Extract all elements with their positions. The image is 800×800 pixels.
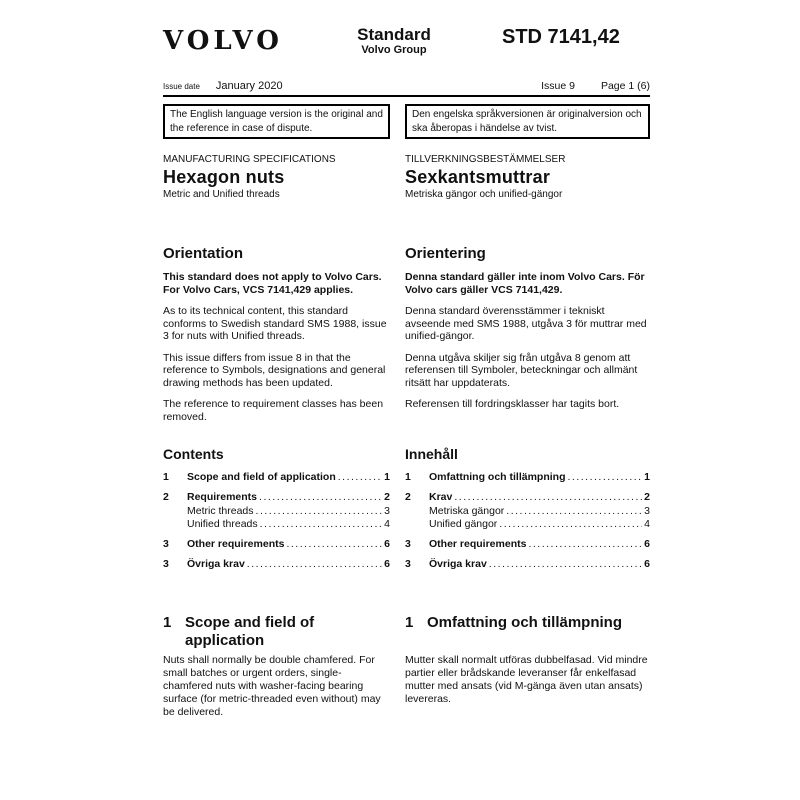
section1-en bbox=[163, 614, 390, 719]
doc-subtitle-sv: Metriska gängor och unified-gängor bbox=[405, 189, 563, 200]
toc-entry-page: 6 bbox=[384, 558, 390, 570]
toc-entry-title: Unified threads bbox=[187, 518, 258, 530]
org-label: Volvo Group bbox=[361, 43, 427, 56]
toc-leader-dots bbox=[286, 538, 382, 550]
toc-row bbox=[163, 538, 390, 550]
toc-entry-title: Omfattning och tillämpning bbox=[429, 471, 566, 483]
toc-entry-number: 3 bbox=[405, 558, 411, 570]
toc-entry-number: 3 bbox=[163, 538, 169, 550]
issue-row bbox=[163, 80, 650, 92]
orientation-band bbox=[163, 245, 650, 423]
orientation-paragraph: The reference to requirement classes has been removed. bbox=[163, 398, 384, 423]
issue-number: Issue 9 bbox=[541, 80, 575, 92]
issue-date-value: January 2020 bbox=[215, 80, 283, 92]
toc-leader-dots bbox=[499, 518, 642, 530]
volvo-logo: VOLVO bbox=[163, 26, 283, 56]
orientation-lead-sv: Denna standard gäller inte inom Volvo Cars. För Volvo cars gäller VCS 7141,429. bbox=[405, 271, 645, 296]
orientation-en bbox=[163, 245, 390, 423]
orientation-paragraph: Referensen till fordringsklasser har tagits bort. bbox=[405, 398, 620, 410]
toc-leader-dots bbox=[454, 491, 642, 503]
toc-leader-dots bbox=[528, 538, 642, 550]
orientation-paragraph: Denna utgåva skiljer sig från utgåva 8 genom att referensen till Symboler, beteckningar och allmänt ritsätt har uppdaterats. bbox=[405, 351, 638, 389]
contents-sv bbox=[405, 446, 650, 570]
toc-row bbox=[163, 491, 390, 503]
title-block-en bbox=[163, 154, 390, 200]
notice-box-english: The English language version is the original and the reference in case of dispute. bbox=[163, 104, 390, 139]
toc-entry-page: 2 bbox=[384, 491, 390, 503]
section1-number-en: 1 bbox=[163, 614, 172, 631]
section1-heading-sv bbox=[405, 614, 650, 654]
title-block-sv bbox=[405, 154, 650, 200]
toc-entry-title: Övriga krav bbox=[429, 558, 487, 570]
section1-title-sv: Omfattning och tillämpning bbox=[427, 614, 622, 631]
orientation-paragraph: This issue differs from issue 8 in that the reference to Symbols, designations and general drawing methods has been updated. bbox=[163, 351, 386, 389]
toc-entry-number: 3 bbox=[163, 558, 169, 570]
orientation-heading-en: Orientation bbox=[163, 245, 244, 262]
doc-title-en: Hexagon nuts bbox=[163, 167, 285, 187]
orientation-paragraph: As to its technical content, this standard conforms to Swedish standard SMS 1988, issue 3 for nuts with Unified threads. bbox=[163, 305, 387, 342]
orientation-heading-sv: Orientering bbox=[405, 245, 486, 262]
toc-row bbox=[163, 518, 390, 530]
toc-entry-page: 3 bbox=[384, 504, 390, 517]
toc-entry-page: 6 bbox=[384, 538, 390, 550]
toc-leader-dots bbox=[489, 558, 642, 570]
contents-en bbox=[163, 446, 390, 570]
orientation-lead-en: This standard does not apply to Volvo Cars. For Volvo Cars, VCS 7141,429 applies. bbox=[163, 271, 382, 296]
section1-body-en: Nuts shall normally be double chamfered. For small batches or urgent orders, single-chamfered nuts with washer-facing bearing surface (for metric-threaded even without) may be delivered. bbox=[163, 654, 381, 718]
toc-leader-dots bbox=[506, 505, 642, 517]
orientation-sv bbox=[405, 245, 650, 423]
toc-leader-dots bbox=[259, 491, 382, 503]
toc-entry-number: 2 bbox=[405, 491, 411, 503]
doc-title-sv: Sexkantsmuttrar bbox=[405, 167, 551, 187]
doc-subtitle-en: Metric and Unified threads bbox=[163, 189, 280, 200]
title-band bbox=[163, 154, 650, 200]
toc-entry-page: 1 bbox=[644, 471, 650, 483]
toc-row bbox=[163, 471, 390, 483]
toc-leader-dots bbox=[568, 471, 643, 483]
toc-entry-title: Krav bbox=[429, 491, 453, 503]
section1-body-sv: Mutter skall normalt utföras dubbelfasad. Vid mindre partier eller brådskande leveranser får enkelfasad mutter med ansats (vid M-gänga även utan ansats) levereras. bbox=[405, 654, 648, 705]
contents-heading-sv: Innehåll bbox=[405, 446, 458, 462]
toc-entry-title: Metriska gängor bbox=[429, 504, 505, 517]
orientation-paragraph: Denna standard överensstämmer i tekniskt avseende med SMS 1988, utgåva 3 för muttrar med unified-gängor. bbox=[405, 305, 647, 342]
toc-entry-page: 6 bbox=[644, 558, 650, 570]
toc-entry-number: 3 bbox=[405, 538, 411, 550]
toc-entry-title: Unified gängor bbox=[429, 518, 498, 530]
toc-entry-title: Metric threads bbox=[187, 504, 254, 517]
toc-entry-number: 2 bbox=[163, 491, 169, 503]
toc-leader-dots bbox=[338, 471, 382, 483]
toc-entry-page: 2 bbox=[644, 491, 650, 503]
doc-type-label: Standard bbox=[357, 25, 431, 44]
section1-sv bbox=[405, 614, 650, 719]
section1-title-en: Scope and field of application bbox=[185, 614, 315, 649]
toc-entry-title: Requirements bbox=[187, 491, 258, 503]
header-rule bbox=[163, 95, 650, 97]
toc-entry-title: Other requirements bbox=[187, 538, 285, 550]
contents-heading-en: Contents bbox=[163, 446, 224, 462]
toc-row bbox=[405, 518, 650, 530]
toc-row bbox=[405, 471, 650, 483]
toc-row bbox=[405, 505, 650, 517]
toc-row bbox=[405, 558, 650, 570]
document-header bbox=[163, 22, 650, 70]
section1-number-sv: 1 bbox=[405, 614, 414, 631]
toc-entry-title: Scope and field of application bbox=[187, 471, 336, 483]
toc-entry-page: 4 bbox=[384, 518, 390, 530]
toc-row bbox=[163, 558, 390, 570]
toc-row bbox=[405, 491, 650, 503]
toc-entry-title: Övriga krav bbox=[187, 558, 245, 570]
doc-number: STD 7141,42 bbox=[502, 26, 620, 48]
toc-row bbox=[163, 505, 390, 517]
page-number: Page 1 (6) bbox=[600, 80, 650, 92]
section1-heading-en bbox=[163, 614, 390, 654]
header-center bbox=[349, 22, 439, 56]
notice-box-swedish: Den engelska språkversionen är originalversion och ska åberopas i händelse av tvist. bbox=[405, 104, 650, 139]
toc-entry-page: 6 bbox=[644, 538, 650, 550]
toc-leader-dots bbox=[247, 558, 382, 570]
toc-entry-number: 1 bbox=[405, 471, 411, 483]
toc-leader-dots bbox=[256, 505, 383, 517]
section1-band bbox=[163, 614, 650, 719]
toc-entry-title: Other requirements bbox=[429, 538, 527, 550]
toc-entry-page: 4 bbox=[644, 518, 650, 530]
toc-entry-page: 3 bbox=[644, 504, 650, 517]
toc-entry-number: 1 bbox=[163, 471, 169, 483]
kicker-en: MANUFACTURING SPECIFICATIONS bbox=[163, 154, 336, 165]
issue-date-label: Issue date bbox=[163, 82, 200, 91]
contents-band bbox=[163, 446, 650, 570]
toc-entry-page: 1 bbox=[384, 471, 390, 483]
kicker-sv: TILLVERKNINGSBESTÄMMELSER bbox=[405, 154, 566, 165]
toc-row bbox=[405, 538, 650, 550]
notice-band bbox=[163, 104, 650, 139]
toc-leader-dots bbox=[260, 518, 383, 530]
